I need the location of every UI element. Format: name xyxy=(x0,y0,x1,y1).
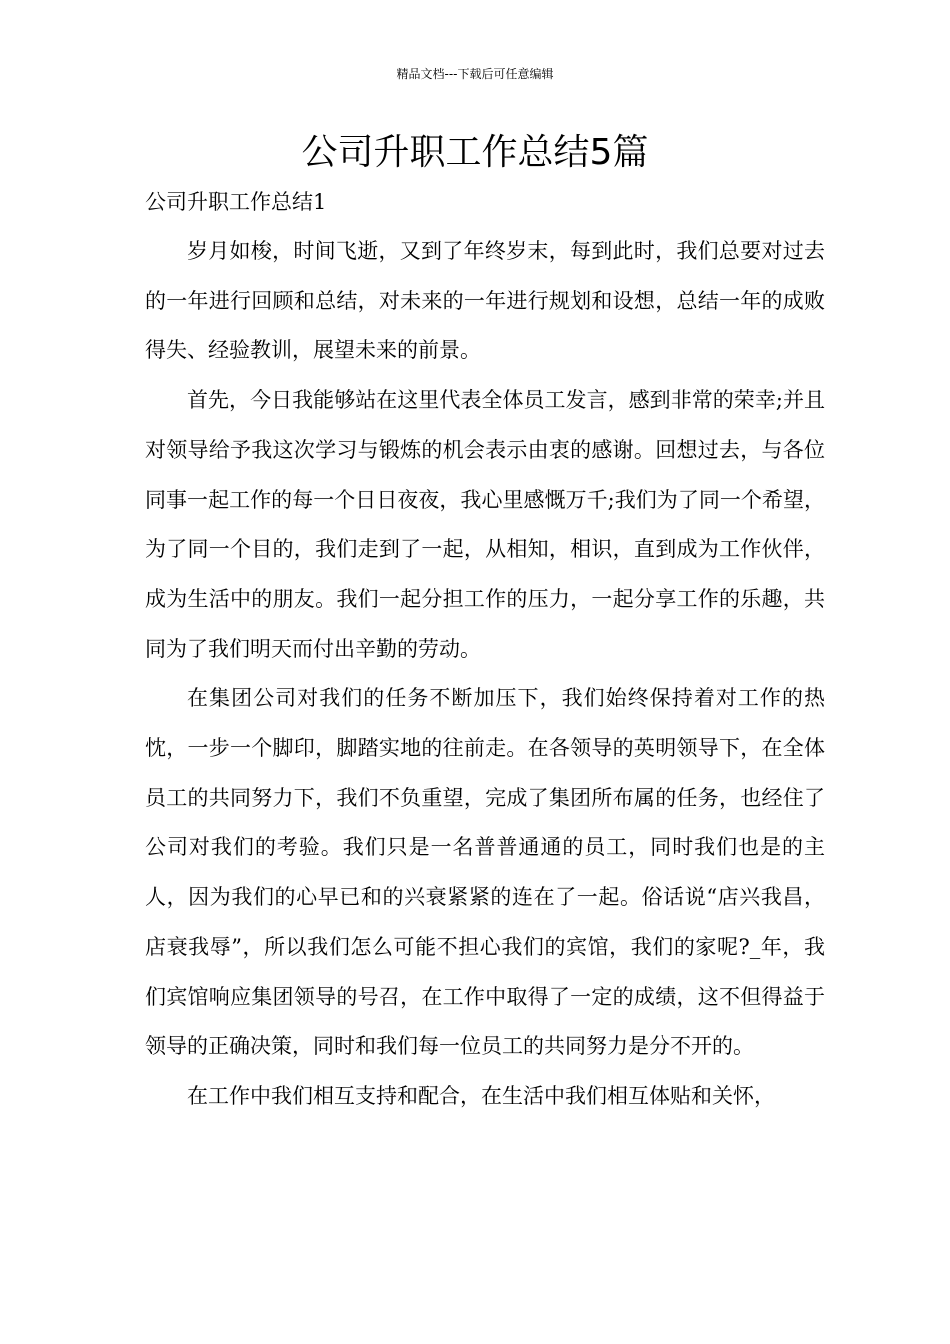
paragraph: 首先，今日我能够站在这里代表全体员工发言，感到非常的荣幸;并且对领导给予我这次学习与锻炼的机会表示由衷的感谢。回想过去，与各位同事一起工作的每一个日日夜夜，我心里感慨万千;我们为了同一个希望，为了同一个目的，我们走到了一起，从相知，相识，直到成为工作伙伴，成为生活中的朋友。我们一起分担工作的压力，一起分享工作的乐趣，共同为了我们明天而付出辛勤的劳动。 xyxy=(145,388,825,661)
header-note: 精品文档---下载后可任意编辑 xyxy=(396,67,554,81)
paragraph: 岁月如梭，时间飞逝，又到了年终岁末，每到此时，我们总要对过去的一年进行回顾和总结，对未来的一年进行规划和设想，总结一年的成败得失、经验教训，展望未来的前景。 xyxy=(145,239,825,363)
paragraph: 在工作中我们相互支持和配合，在生活中我们相互体贴和关怀， xyxy=(187,1083,775,1108)
document-title: 公司升职工作总结5篇 xyxy=(301,132,649,173)
paragraph: 在集团公司对我们的任务不断加压下，我们始终保持着对工作的热忱，一步一个脚印，脚踏实地的往前走。在各领导的英明领导下，在全体员工的共同努力下，我们不负重望，完成了集团所布属的任务，也经住了公司对我们的考验。我们只是一名普普通通的员工，同时我们也是的主人，因为我们的心早已和的兴衰紧紧的连在了一起。俗话说“店兴我昌，店衰我辱”，所以我们怎么可能不担心我们的宾馆，我们的家呢?_年，我们宾馆响应集团领导的号召，在工作中取得了一定的成绩，这不但得益于领导的正确决策，同时和我们每一位员工的共同努力是分不开的。 xyxy=(145,686,825,1059)
section-heading: 公司升职工作总结1 xyxy=(145,190,327,214)
body-text xyxy=(145,227,825,1122)
